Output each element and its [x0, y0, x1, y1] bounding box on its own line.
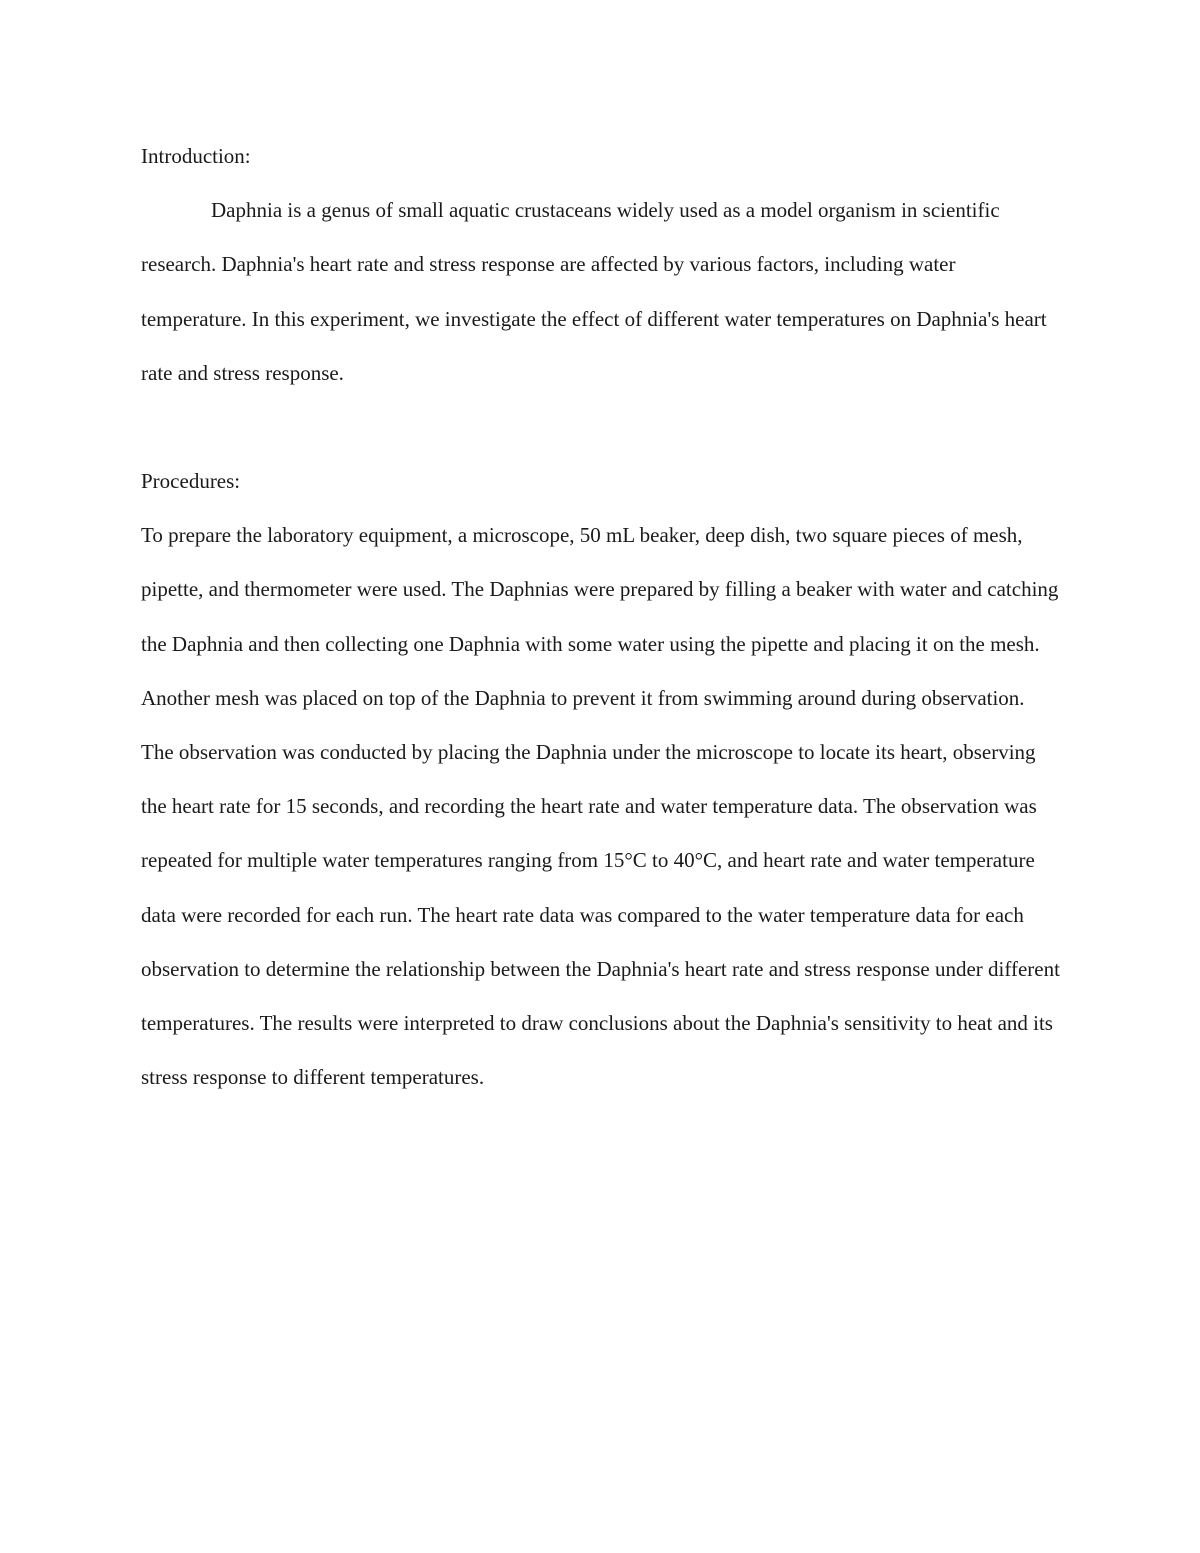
- procedures-paragraph: To prepare the laboratory equipment, a microscope, 50 mL beaker, deep dish, two square pieces of mesh, pipette, and thermometer were used. The Daphnias were prepared by filling a beaker with water and catching the Daphnia and then collecting one Daphnia with some water using the pipette and placing it on the mesh. Another mesh was placed on top of the Daphnia to prevent it from swimming around during observation. The observation was conducted by placing the Daphnia under the microscope to locate its heart, observing the heart rate for 15 seconds, and recording the heart rate and water temperature data. The observation was repeated for multiple water temperatures ranging from 15°C to 40°C, and heart rate and water temperature data were recorded for each run. The heart rate data was compared to the water temperature data for each observation to determine the relationship between the Daphnia's heart rate and stress response under different temperatures. The results were interpreted to draw conclusions about the Daphnia's sensitivity to heat and its stress response to different temperatures.: [141, 523, 1060, 1090]
- introduction-section: [141, 129, 1061, 400]
- procedures-heading: Procedures:: [141, 469, 241, 493]
- procedures-section: [141, 454, 1061, 1104]
- introduction-heading: Introduction:: [141, 144, 251, 168]
- introduction-paragraph: Daphnia is a genus of small aquatic crustaceans widely used as a model organism in scientific research. Daphnia's heart rate and stress response are affected by various factors, including water temperature. In this experiment, we investigate the effect of different water temperatures on Daphnia's heart rate and stress response.: [141, 198, 1047, 385]
